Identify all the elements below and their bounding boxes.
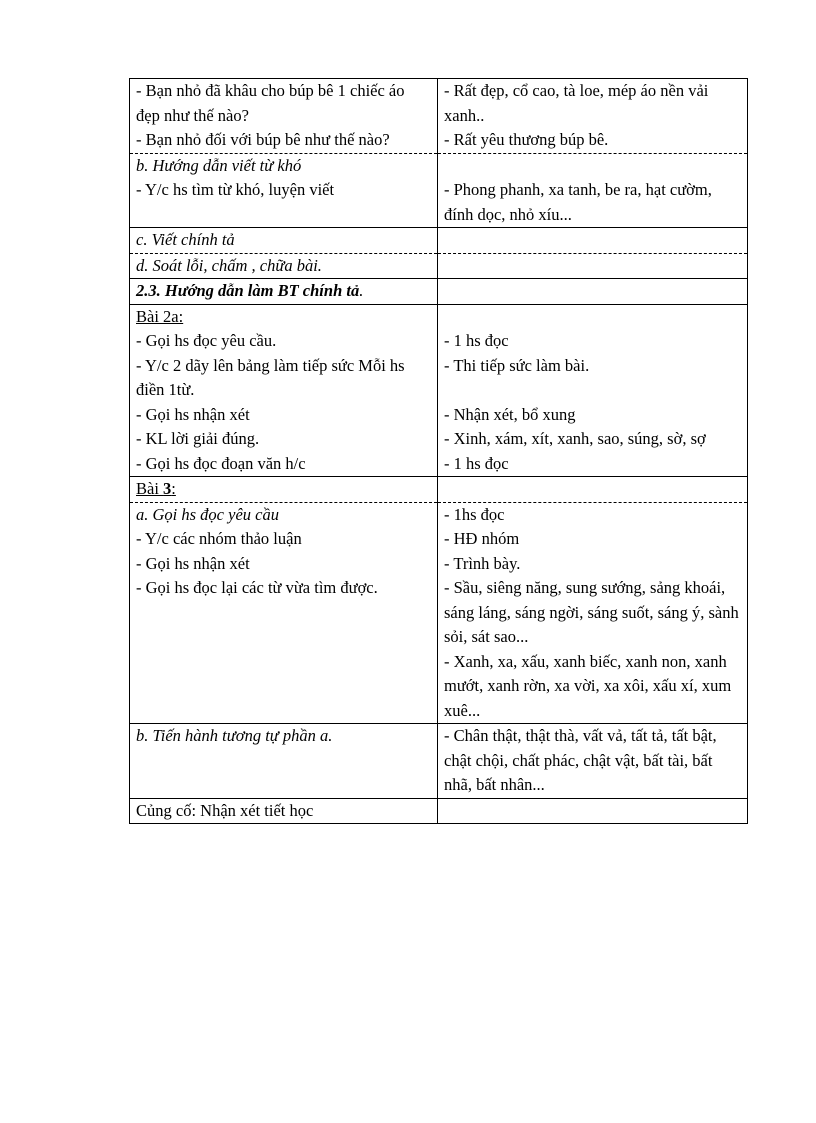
teacher-cell [130, 153, 438, 228]
table-row [130, 502, 748, 724]
teacher-line: - Y/c 2 dãy lên bảng làm tiếp sức Mỗi hs điền 1từ. [136, 355, 405, 399]
student-line: - Nhận xét, bổ xung [444, 404, 576, 424]
table-row [130, 798, 748, 824]
table-row [130, 253, 748, 279]
student-cell [438, 79, 748, 154]
student-line: - 1 hs đọc [444, 331, 509, 350]
teacher-line: - Gọi hs đọc yêu cầu. [136, 331, 277, 350]
student-cell [438, 253, 748, 279]
exercise-heading [136, 477, 432, 502]
table-row [130, 153, 748, 228]
section-heading [136, 279, 432, 304]
table-row [130, 477, 748, 503]
teacher-cell [130, 724, 438, 799]
student-cell [438, 279, 748, 305]
table-row [130, 304, 748, 477]
exercise-heading: Bài 2a: [136, 306, 184, 326]
section-heading: b. Tiến hành tương tự phần a. [136, 726, 333, 745]
teacher-line: - Gọi hs nhận xét [136, 404, 250, 424]
student-cell [438, 477, 748, 503]
table-row [130, 279, 748, 305]
student-line: - Phong phanh, xa tanh, be ra, hạt cườm, đính dọc, nhỏ xíu... [444, 180, 712, 224]
teacher-cell [130, 228, 438, 254]
section-heading: d. Soát lỗi, chấm , chữa bài. [136, 255, 322, 275]
teacher-cell [130, 279, 438, 305]
teacher-cell [130, 798, 438, 824]
student-cell [438, 228, 748, 254]
exercise-heading-colon: : [171, 479, 176, 498]
section-heading: b. Hướng dẫn viết từ khó [136, 155, 302, 175]
table-row [130, 724, 748, 799]
teacher-line: - Y/c hs tìm từ khó, luyện viết [136, 180, 335, 199]
student-line: - 1 hs đọc [444, 453, 509, 473]
student-cell [438, 502, 748, 724]
student-cell [438, 304, 748, 477]
student-cell [438, 153, 748, 228]
table-row [130, 79, 748, 154]
student-cell [438, 724, 748, 799]
section-heading-text: 2.3. Hướng dẫn làm BT chính tả [136, 281, 360, 300]
teacher-cell [130, 79, 438, 154]
teacher-line: - Y/c các nhóm thảo luận [136, 529, 302, 548]
summary-line: Củng cố: Nhận xét tiết học [136, 800, 314, 820]
section-heading: a. Gọi hs đọc yêu cầu [136, 504, 279, 524]
student-line [444, 305, 742, 330]
teacher-cell [130, 477, 438, 503]
student-line: - 1hs đọc [444, 504, 505, 524]
student-line: - Chân thật, thật thà, vất vả, tất tả, tất bật, chật chội, chất phác, chật vật, bất tài, bất nhã, bất nhân... [444, 726, 717, 794]
teacher-cell [130, 304, 438, 477]
teacher-line: - Bạn nhỏ đối với búp bê như thế nào? [136, 130, 390, 149]
student-line: - Xanh, xa, xấu, xanh biếc, xanh non, xanh mướt, xanh rờn, xa vời, xa xôi, xấu xí, xum xuê... [444, 651, 732, 720]
student-line: - Trình bày. [444, 553, 521, 573]
section-heading: c. Viết chính tả [136, 230, 235, 249]
student-line [444, 154, 742, 179]
teacher-line: - Bạn nhỏ đã khâu cho búp bê 1 chiếc áo đẹp như thế nào? [136, 81, 405, 125]
teacher-line: - KL lời giải đúng. [136, 429, 260, 448]
student-line: - HĐ nhóm [444, 529, 520, 548]
student-line: - Rất yêu thương búp bê. [444, 130, 609, 149]
teacher-line: - Gọi hs đọc đoạn văn h/c [136, 453, 306, 473]
student-line: - Sầu, siêng năng, sung sướng, sảng khoái, sáng láng, sáng ngời, sáng suốt, sáng ý, sành sỏi, sát sao... [444, 578, 739, 646]
exercise-heading-number: 3 [163, 479, 172, 498]
student-line [444, 378, 742, 403]
teacher-line: - Gọi hs nhận xét [136, 553, 250, 573]
section-heading-dot: . [359, 281, 364, 300]
exercise-heading-prefix: Bài [136, 479, 164, 498]
student-line: - Rất đẹp, cổ cao, tà loe, mép áo nền vải xanh.. [444, 81, 709, 125]
teacher-line: - Gọi hs đọc lại các từ vừa tìm được. [136, 578, 378, 597]
student-cell [438, 798, 748, 824]
teacher-cell [130, 502, 438, 724]
table-row [130, 228, 748, 254]
teacher-cell [130, 253, 438, 279]
student-line: - Xinh, xám, xít, xanh, sao, súng, sờ, sợ [444, 429, 706, 448]
lesson-plan-table [129, 78, 748, 824]
student-line: - Thi tiếp sức làm bài. [444, 355, 590, 375]
